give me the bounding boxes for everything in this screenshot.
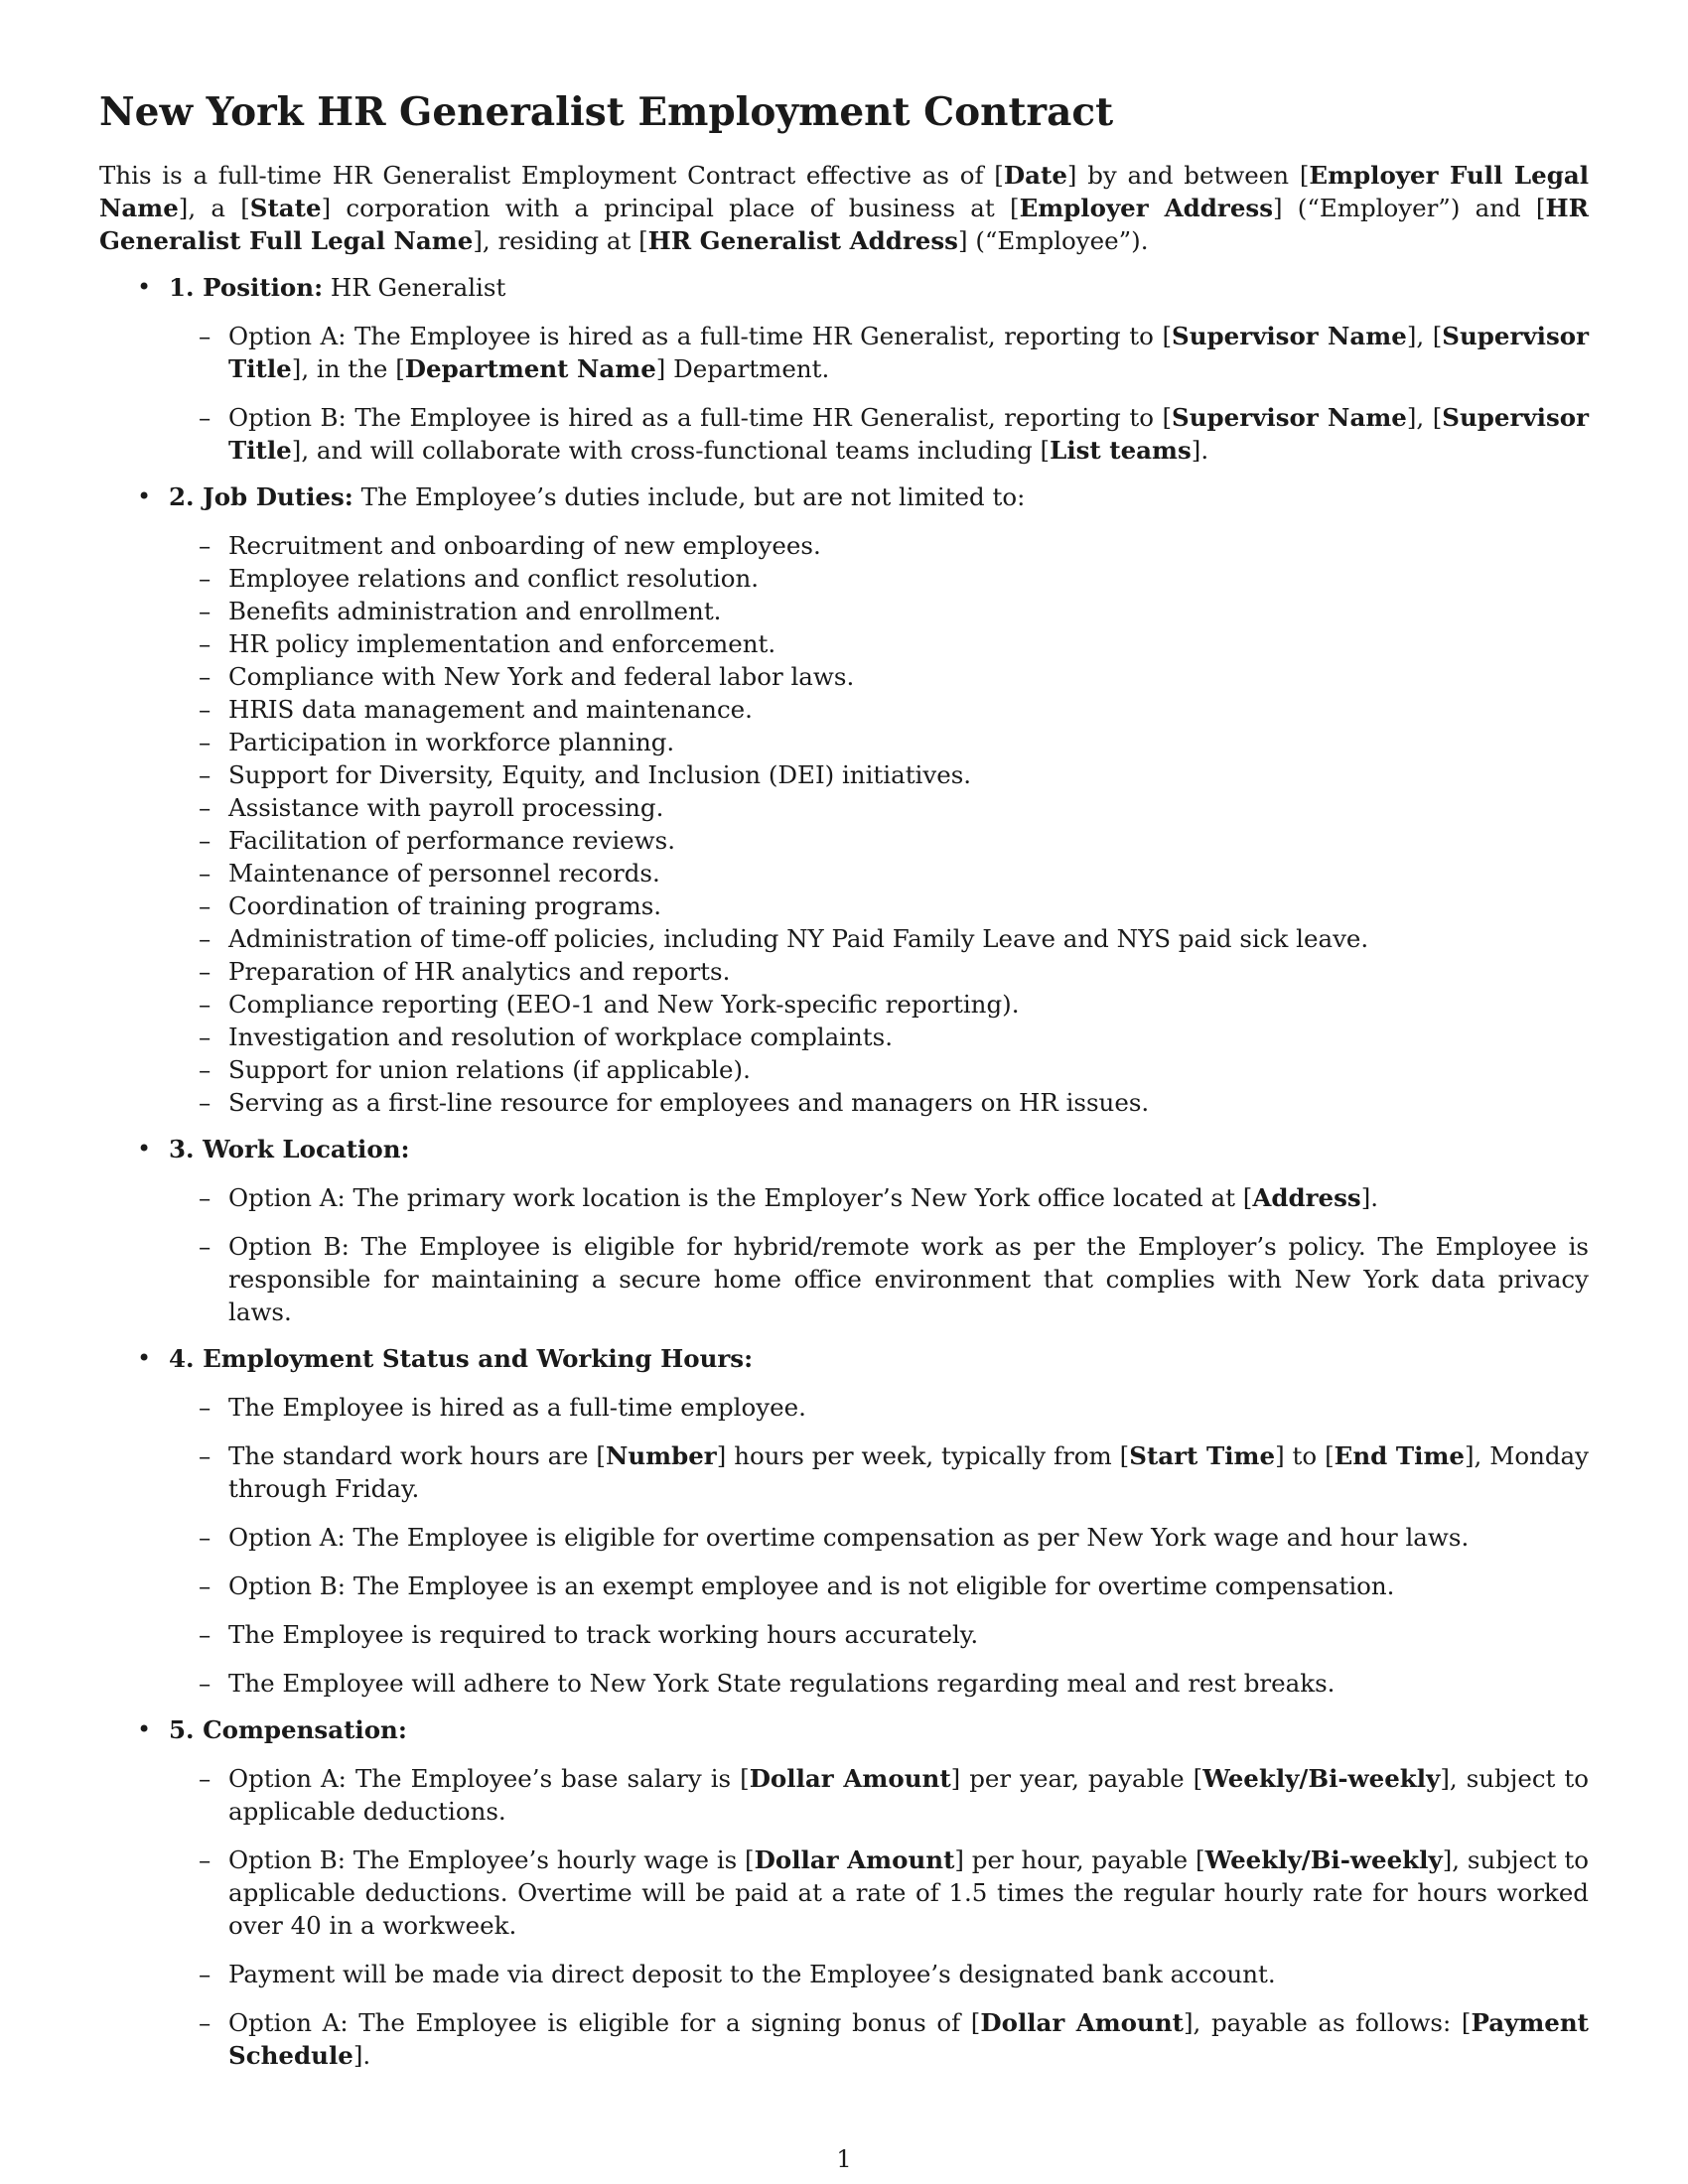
list-item: – Option A: The Employee is eligible for a signing bonus of [Dollar Amount], payable as follows: [Payment Schedule].: [169, 2006, 1589, 2072]
list-item: – Option B: The Employee’s hourly wage is [Dollar Amount] per hour, payable [Weekly/Bi-weekly], subject to applicable deductions. Overtime will be paid at a rate of 1.5 times the regular hourly rate for hours worked over 40 in a workweek.: [169, 1843, 1589, 1942]
list-item: – Option A: The Employee is hired as a full-time HR Generalist, reporting to [Supervisor Name], [Supervisor Title], in the [Department Name] Department.: [169, 320, 1589, 385]
list-item: – Option A: The Employee is eligible for overtime compensation as per New York wage and hour laws.: [169, 1521, 1589, 1554]
section-heading: 2. Job Duties:: [169, 482, 353, 511]
document-body: [99, 159, 1589, 2072]
section-position: • 1. Position: HR Generalist – Option A: The Employee is hired as a full-time HR Generalist, reporting to [Supervisor Name], [Supervisor Title], in the [Department Name] Department. – Option B: The Employee is hired as a full-time HR Generalist, reporting to [Supervisor Name], [Supervisor Title], and will collaborate with cross-functional teams including [List teams].: [99, 271, 1589, 467]
list-item: – Option A: The Employee’s base salary is [Dollar Amount] per year, payable [Weekly/Bi-weekly], subject to applicable deductions.: [169, 1762, 1589, 1828]
list-item: – Serving as a first-line resource for employees and managers on HR issues.: [169, 1086, 1589, 1119]
list-item: – The Employee will adhere to New York State regulations regarding meal and rest breaks.: [169, 1667, 1589, 1700]
list-item: – Payment will be made via direct deposit to the Employee’s designated bank account.: [169, 1958, 1589, 1990]
list-item: – Assistance with payroll processing.: [169, 791, 1589, 824]
section-compensation: [99, 1713, 1589, 2072]
compensation-items: [169, 1762, 1589, 2072]
list-item: – Employee relations and conflict resolution.: [169, 562, 1589, 595]
list-item: – Compliance with New York and federal labor laws.: [169, 660, 1589, 693]
section-heading: 3. Work Location:: [169, 1135, 410, 1163]
list-item: – HRIS data management and maintenance.: [169, 693, 1589, 726]
placeholder-employee-name: HR Generalist Full Legal Name: [99, 194, 1590, 255]
list-item: – Option B: The Employee is hired as a full-time HR Generalist, reporting to [Supervisor Name], [Supervisor Title], and will collaborate with cross-functional teams including [List teams].: [169, 401, 1589, 467]
list-item: – Option A: The primary work location is the Employer’s New York office located at [Address].: [169, 1181, 1589, 1214]
document-page: [99, 87, 1589, 2072]
list-item: – Coordination of training programs.: [169, 889, 1589, 922]
placeholder-employee-address: HR Generalist Address: [647, 226, 958, 255]
section-work-location: [99, 1133, 1589, 1328]
list-item: – Support for union relations (if applicable).: [169, 1053, 1589, 1086]
list-item: – Preparation of HR analytics and reports.: [169, 955, 1589, 988]
position-options: [169, 320, 1589, 467]
list-item: – Facilitation of performance reviews.: [169, 824, 1589, 857]
placeholder-employer-address: Employer Address: [1019, 194, 1273, 222]
contract-sections: [99, 271, 1589, 2072]
list-item: – Option B: The Employee is an exempt employee and is not eligible for overtime compensation.: [169, 1570, 1589, 1602]
list-item: – Administration of time-off policies, including NY Paid Family Leave and NYS paid sick leave.: [169, 922, 1589, 955]
list-item: – The Employee is hired as a full-time employee.: [169, 1391, 1589, 1424]
list-item: – HR policy implementation and enforcement.: [169, 627, 1589, 660]
page-number: 1: [836, 2145, 852, 2173]
list-item: – Recruitment and onboarding of new employees.: [169, 529, 1589, 562]
list-item: – Option B: The Employee is eligible for hybrid/remote work as per the Employer’s policy. The Employee is responsible for maintaining a secure home office environment that complies with New York data privacy laws.: [169, 1230, 1589, 1328]
location-options: [169, 1181, 1589, 1328]
list-item: – Participation in workforce planning.: [169, 726, 1589, 758]
document-title: New York HR Generalist Employment Contract: [99, 89, 1114, 135]
list-item: – The standard work hours are [Number] hours per week, typically from [Start Time] to [End Time], Monday through Friday.: [169, 1439, 1589, 1505]
section-heading: 1. Position:: [169, 273, 324, 302]
section-employment-status: [99, 1342, 1589, 1700]
list-item: – Investigation and resolution of workplace complaints.: [169, 1021, 1589, 1053]
list-item: – Maintenance of personnel records.: [169, 857, 1589, 889]
placeholder-date: Date: [1003, 161, 1067, 190]
section-heading: 5. Compensation:: [169, 1715, 407, 1744]
list-item: – Compliance reporting (EEO-1 and New York-specific reporting).: [169, 988, 1589, 1021]
list-item: – Benefits administration and enrollment.: [169, 595, 1589, 627]
intro-paragraph: This is a full-time HR Generalist Employment Contract effective as of [Date] by and between [Employer Full Legal Name], a [State] corporation with a principal place of business at [Employer Address] (“Employer”) and [HR Generalist Full Legal Name], residing at [HR Generalist Address] (“Employee”).: [99, 161, 1590, 255]
duties-list: [169, 529, 1589, 1119]
list-item: – The Employee is required to track working hours accurately.: [169, 1618, 1589, 1651]
list-item: – Support for Diversity, Equity, and Inclusion (DEI) initiatives.: [169, 758, 1589, 791]
status-items: [169, 1391, 1589, 1700]
section-heading: 4. Employment Status and Working Hours:: [169, 1344, 754, 1373]
section-job-duties: • 2. Job Duties: The Employee’s duties include, but are not limited to: – Recruitment and onboarding of new employees. – Employee relations and conflict resolution. – Benefits administration and enrollment. – HR policy implementation and enforcement. – Compliance with New York and federal labor laws. – HRIS data management and maintenance. – Participation in workforce planning. – Support for Diversity, Equity, and Inclusion (DEI) initiatives. – Assistance with payroll processing. – Facilitation of performance reviews. – Maintenance of personnel records. – Coordination of training programs. – Administration of time-off policies, including NY Paid Family Leave and NYS paid sick leave. – Preparation of HR analytics and reports. – Compliance reporting (EEO-1 and New York-specific reporting). – Investigation and resolution of workplace complaints. – Support for union relations (if applicable). – Serving as a first-line resource for employees and managers on HR issues.: [99, 480, 1589, 1119]
placeholder-state: State: [249, 194, 322, 222]
placeholder-employer-name: Employer Full Legal Name: [99, 161, 1590, 222]
